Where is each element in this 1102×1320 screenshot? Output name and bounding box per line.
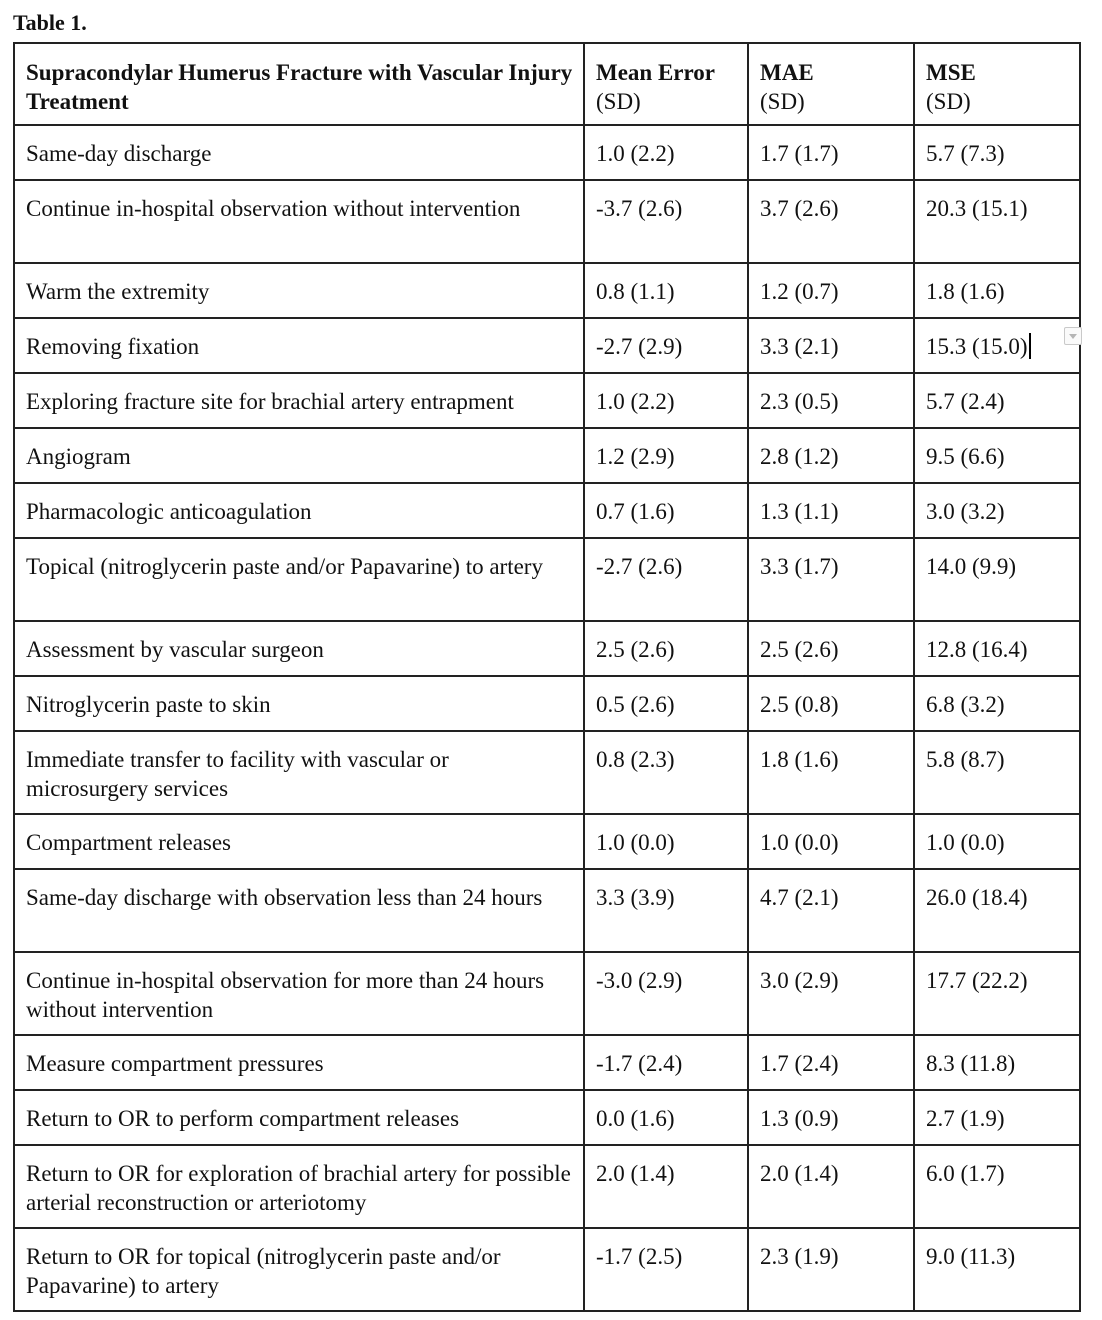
mean-error-cell[interactable]: 0.0 (1.6) [584, 1090, 748, 1145]
treatment-cell[interactable]: Angiogram [14, 428, 584, 483]
mean-error-cell[interactable]: 0.7 (1.6) [584, 483, 748, 538]
mae-cell[interactable]: 2.3 (0.5) [748, 373, 914, 428]
mean-error-cell[interactable]: -1.7 (2.5) [584, 1228, 748, 1311]
active-cell-wrap [926, 332, 1069, 361]
mse-cell[interactable]: 1.0 (0.0) [914, 814, 1080, 869]
chevron-down-icon[interactable] [1064, 327, 1082, 345]
header-mean-error[interactable] [584, 43, 748, 125]
table-row [14, 1035, 1080, 1090]
header-mean-error-sd: (SD) [596, 89, 641, 114]
table-row [14, 318, 1080, 373]
mean-error-cell[interactable]: -1.7 (2.4) [584, 1035, 748, 1090]
mse-cell[interactable]: 5.7 (2.4) [914, 373, 1080, 428]
treatment-cell[interactable]: Measure compartment pressures [14, 1035, 584, 1090]
mae-cell[interactable]: 3.3 (1.7) [748, 538, 914, 621]
table-row [14, 676, 1080, 731]
mse-cell[interactable]: 17.7 (22.2) [914, 952, 1080, 1035]
mse-cell[interactable]: 6.8 (3.2) [914, 676, 1080, 731]
treatment-cell[interactable]: Topical (nitroglycerin paste and/or Papavarine) to artery [14, 538, 584, 621]
mse-cell-value: 15.3 (15.0) [926, 334, 1028, 359]
treatment-cell[interactable]: Pharmacologic anticoagulation [14, 483, 584, 538]
mse-cell[interactable]: 9.0 (11.3) [914, 1228, 1080, 1311]
treatment-cell[interactable]: Same-day discharge [14, 125, 584, 180]
mse-cell[interactable]: 14.0 (9.9) [914, 538, 1080, 621]
treatment-cell[interactable]: Compartment releases [14, 814, 584, 869]
results-table [13, 42, 1081, 1312]
mse-cell[interactable]: 8.3 (11.8) [914, 1035, 1080, 1090]
mse-cell[interactable]: 6.0 (1.7) [914, 1145, 1080, 1228]
header-mse-sd: (SD) [926, 89, 971, 114]
header-mse-label: MSE [926, 60, 976, 85]
mean-error-cell[interactable]: 1.0 (2.2) [584, 373, 748, 428]
treatment-cell[interactable]: Assessment by vascular surgeon [14, 621, 584, 676]
mae-cell[interactable]: 3.0 (2.9) [748, 952, 914, 1035]
treatment-cell[interactable]: Removing fixation [14, 318, 584, 373]
mse-cell[interactable]: 20.3 (15.1) [914, 180, 1080, 263]
mse-cell[interactable]: 26.0 (18.4) [914, 869, 1080, 952]
mse-cell[interactable]: 12.8 (16.4) [914, 621, 1080, 676]
mean-error-cell[interactable]: 0.8 (2.3) [584, 731, 748, 814]
mae-cell[interactable]: 1.3 (0.9) [748, 1090, 914, 1145]
table-row [14, 952, 1080, 1035]
table-row [14, 428, 1080, 483]
mae-cell[interactable]: 1.3 (1.1) [748, 483, 914, 538]
table-row [14, 125, 1080, 180]
table-row [14, 1145, 1080, 1228]
treatment-cell[interactable]: Same-day discharge with observation less than 24 hours [14, 869, 584, 952]
table-row [14, 1228, 1080, 1311]
table-row [14, 373, 1080, 428]
mean-error-cell[interactable]: -2.7 (2.6) [584, 538, 748, 621]
header-mse[interactable] [914, 43, 1080, 125]
table-row [14, 263, 1080, 318]
mae-cell[interactable]: 1.2 (0.7) [748, 263, 914, 318]
mse-cell-active[interactable] [914, 318, 1080, 373]
treatment-cell[interactable]: Nitroglycerin paste to skin [14, 676, 584, 731]
mse-cell[interactable]: 5.7 (7.3) [914, 125, 1080, 180]
mae-cell[interactable]: 2.8 (1.2) [748, 428, 914, 483]
header-treatment[interactable] [14, 43, 584, 125]
table-row [14, 814, 1080, 869]
mean-error-cell[interactable]: 0.8 (1.1) [584, 263, 748, 318]
mean-error-cell[interactable]: 2.5 (2.6) [584, 621, 748, 676]
table-row [14, 1090, 1080, 1145]
treatment-cell[interactable]: Return to OR for topical (nitroglycerin paste and/or Papavarine) to artery [14, 1228, 584, 1311]
table-row [14, 731, 1080, 814]
header-mae[interactable] [748, 43, 914, 125]
header-mae-sd: (SD) [760, 89, 805, 114]
mae-cell[interactable]: 4.7 (2.1) [748, 869, 914, 952]
mse-cell[interactable]: 5.8 (8.7) [914, 731, 1080, 814]
treatment-cell[interactable]: Continue in-hospital observation without intervention [14, 180, 584, 263]
mae-cell[interactable]: 3.7 (2.6) [748, 180, 914, 263]
mae-cell[interactable]: 1.0 (0.0) [748, 814, 914, 869]
mean-error-cell[interactable]: 1.2 (2.9) [584, 428, 748, 483]
mse-cell[interactable]: 2.7 (1.9) [914, 1090, 1080, 1145]
table-row [14, 180, 1080, 263]
mean-error-cell[interactable]: 0.5 (2.6) [584, 676, 748, 731]
mean-error-cell[interactable]: 3.3 (3.9) [584, 869, 748, 952]
treatment-cell[interactable]: Continue in-hospital observation for more than 24 hours without intervention [14, 952, 584, 1035]
treatment-cell[interactable]: Exploring fracture site for brachial artery entrapment [14, 373, 584, 428]
mae-cell[interactable]: 1.7 (1.7) [748, 125, 914, 180]
mae-cell[interactable]: 2.5 (2.6) [748, 621, 914, 676]
mae-cell[interactable]: 1.7 (2.4) [748, 1035, 914, 1090]
mean-error-cell[interactable]: -3.7 (2.6) [584, 180, 748, 263]
mae-cell[interactable]: 2.5 (0.8) [748, 676, 914, 731]
table-row [14, 621, 1080, 676]
mae-cell[interactable]: 2.0 (1.4) [748, 1145, 914, 1228]
mean-error-cell[interactable]: 2.0 (1.4) [584, 1145, 748, 1228]
mae-cell[interactable]: 2.3 (1.9) [748, 1228, 914, 1311]
mean-error-cell[interactable]: 1.0 (2.2) [584, 125, 748, 180]
mean-error-cell[interactable]: 1.0 (0.0) [584, 814, 748, 869]
mae-cell[interactable]: 1.8 (1.6) [748, 731, 914, 814]
mae-cell[interactable]: 3.3 (2.1) [748, 318, 914, 373]
mean-error-cell[interactable]: -3.0 (2.9) [584, 952, 748, 1035]
table-caption: Table 1. [13, 10, 87, 35]
treatment-cell[interactable]: Immediate transfer to facility with vascular or microsurgery services [14, 731, 584, 814]
table-row [14, 483, 1080, 538]
mean-error-cell[interactable]: -2.7 (2.9) [584, 318, 748, 373]
table-header-row [14, 43, 1080, 125]
mse-cell[interactable]: 3.0 (3.2) [914, 483, 1080, 538]
table-row [14, 869, 1080, 952]
mse-cell[interactable]: 9.5 (6.6) [914, 428, 1080, 483]
treatment-cell[interactable]: Warm the extremity [14, 263, 584, 318]
table-row [14, 538, 1080, 621]
header-treatment-label: Supracondylar Humerus Fracture with Vascular Injury Treatment [26, 60, 573, 114]
header-mean-error-label: Mean Error [596, 60, 716, 85]
text-cursor [1029, 333, 1031, 359]
treatment-cell[interactable]: Return to OR to perform compartment releases [14, 1090, 584, 1145]
mse-cell[interactable]: 1.8 (1.6) [914, 263, 1080, 318]
treatment-cell[interactable]: Return to OR for exploration of brachial artery for possible arterial reconstruction or arteriotomy [14, 1145, 584, 1228]
header-mae-label: MAE [760, 60, 814, 85]
